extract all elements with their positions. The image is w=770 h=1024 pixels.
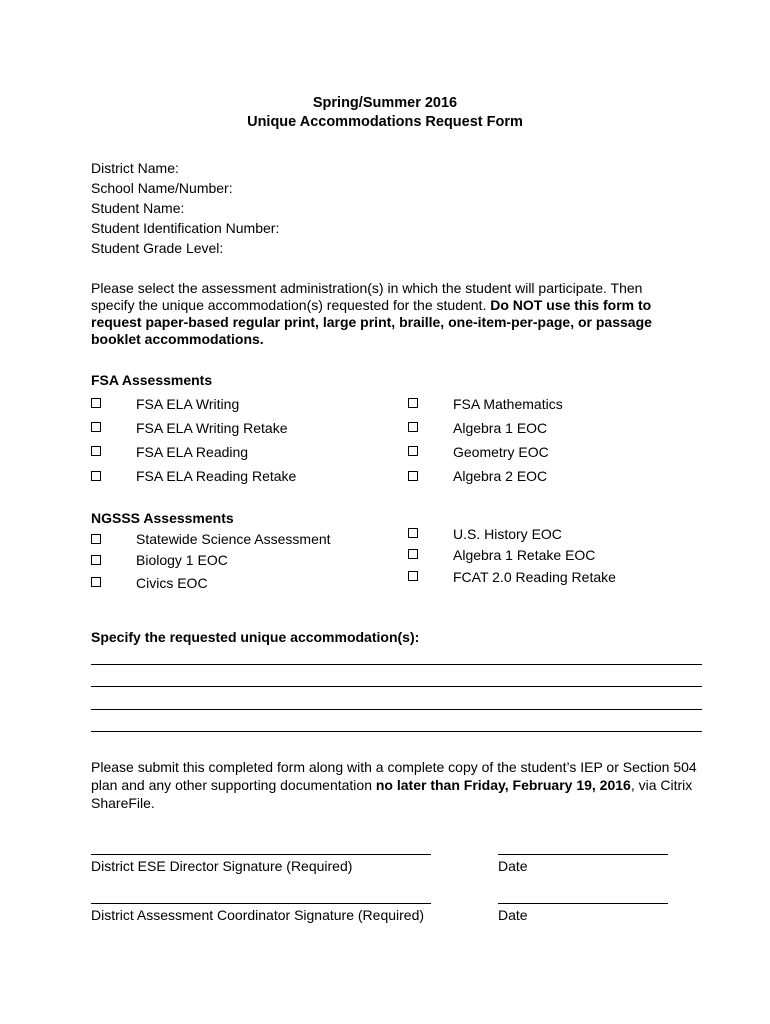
- student-info-fields: [91, 158, 279, 258]
- accommodation-line-1[interactable]: [91, 664, 702, 665]
- submission-instructions: [91, 758, 701, 812]
- grade-level-label: Student Grade Level:: [91, 240, 224, 256]
- assessment-coordinator-date-line[interactable]: [498, 903, 668, 904]
- checkbox-us-history-eoc[interactable]: [408, 528, 418, 538]
- ese-director-date-line[interactable]: [498, 854, 668, 855]
- checkbox-civics-eoc[interactable]: [91, 577, 101, 587]
- checkbox-fsa-ela-writing-retake[interactable]: [91, 422, 101, 432]
- checkbox-geometry-eoc[interactable]: [408, 446, 418, 456]
- checkbox-biology-1-eoc[interactable]: [91, 555, 101, 565]
- label-statewide-science: Statewide Science Assessment: [136, 531, 331, 547]
- label-us-history-eoc: U.S. History EOC: [453, 526, 562, 542]
- label-algebra-1-retake-eoc: Algebra 1 Retake EOC: [453, 547, 596, 563]
- label-geometry-eoc: Geometry EOC: [453, 444, 549, 460]
- student-name-label: Student Name:: [91, 200, 185, 216]
- label-algebra-2-eoc: Algebra 2 EOC: [453, 468, 548, 484]
- student-id-label: Student Identification Number:: [91, 220, 280, 236]
- checkbox-fsa-ela-reading-retake[interactable]: [91, 471, 101, 481]
- checkbox-algebra-1-retake-eoc[interactable]: [408, 549, 418, 559]
- label-biology-1-eoc: Biology 1 EOC: [136, 552, 228, 568]
- submission-deadline: no later than Friday, February 19, 2016: [375, 777, 631, 793]
- checkbox-algebra-2-eoc[interactable]: [408, 471, 418, 481]
- fsa-heading: FSA Assessments: [91, 372, 213, 388]
- assessment-coordinator-signature-line[interactable]: [91, 903, 431, 904]
- accommodation-line-4[interactable]: [91, 731, 702, 732]
- ese-director-signature-label: District ESE Director Signature (Required): [91, 858, 353, 874]
- label-fsa-mathematics: FSA Mathematics: [453, 396, 563, 412]
- label-fsa-ela-writing-retake: FSA ELA Writing Retake: [136, 420, 288, 436]
- checkbox-fsa-ela-writing[interactable]: [91, 398, 101, 408]
- instructions-text: Please select the assessment administration(s) in which the student will participate. Then specify the unique accommodation(s) requested for the student.: [91, 280, 643, 313]
- checkbox-algebra-1-eoc[interactable]: [408, 422, 418, 432]
- checkbox-statewide-science[interactable]: [91, 534, 101, 544]
- assessment-coordinator-signature-label: District Assessment Coordinator Signature (Required): [91, 907, 425, 923]
- checkbox-fsa-ela-reading[interactable]: [91, 446, 101, 456]
- checkbox-fsa-mathematics[interactable]: [408, 398, 418, 408]
- label-fsa-ela-reading-retake: FSA ELA Reading Retake: [136, 468, 297, 484]
- form-title: Unique Accommodations Request Form: [247, 114, 523, 130]
- label-civics-eoc: Civics EOC: [136, 575, 208, 591]
- ese-director-signature-line[interactable]: [91, 854, 431, 855]
- label-algebra-1-eoc: Algebra 1 EOC: [453, 420, 548, 436]
- checkbox-fcat-reading-retake[interactable]: [408, 571, 418, 581]
- instructions-paragraph: [91, 280, 661, 348]
- label-fsa-ela-reading: FSA ELA Reading: [136, 444, 249, 460]
- label-fsa-ela-writing: FSA ELA Writing: [136, 396, 240, 412]
- assessment-coordinator-date-label: Date: [498, 907, 528, 923]
- submission-text-end: , via Citrix ShareFile.: [91, 777, 693, 811]
- ese-director-date-label: Date: [498, 858, 528, 874]
- accommodations-heading: Specify the requested unique accommodation(s):: [91, 629, 420, 645]
- instructions-warning: Do NOT use this form to request paper-based regular print, large print, braille, one-item-per-page, or passage booklet accommodations.: [91, 297, 652, 347]
- label-fcat-reading-retake: FCAT 2.0 Reading Retake: [453, 569, 616, 585]
- accommodation-line-2[interactable]: [91, 686, 702, 687]
- school-name-label: School Name/Number:: [91, 180, 233, 196]
- form-title-year: Spring/Summer 2016: [312, 95, 458, 111]
- accommodation-line-3[interactable]: [91, 709, 702, 710]
- ngsss-heading: NGSSS Assessments: [91, 510, 234, 526]
- district-name-label: District Name:: [91, 160, 179, 176]
- submission-text: Please submit this completed form along with a complete copy of the student’s IEP or Section 504 plan and any other supporting documentation: [91, 759, 697, 793]
